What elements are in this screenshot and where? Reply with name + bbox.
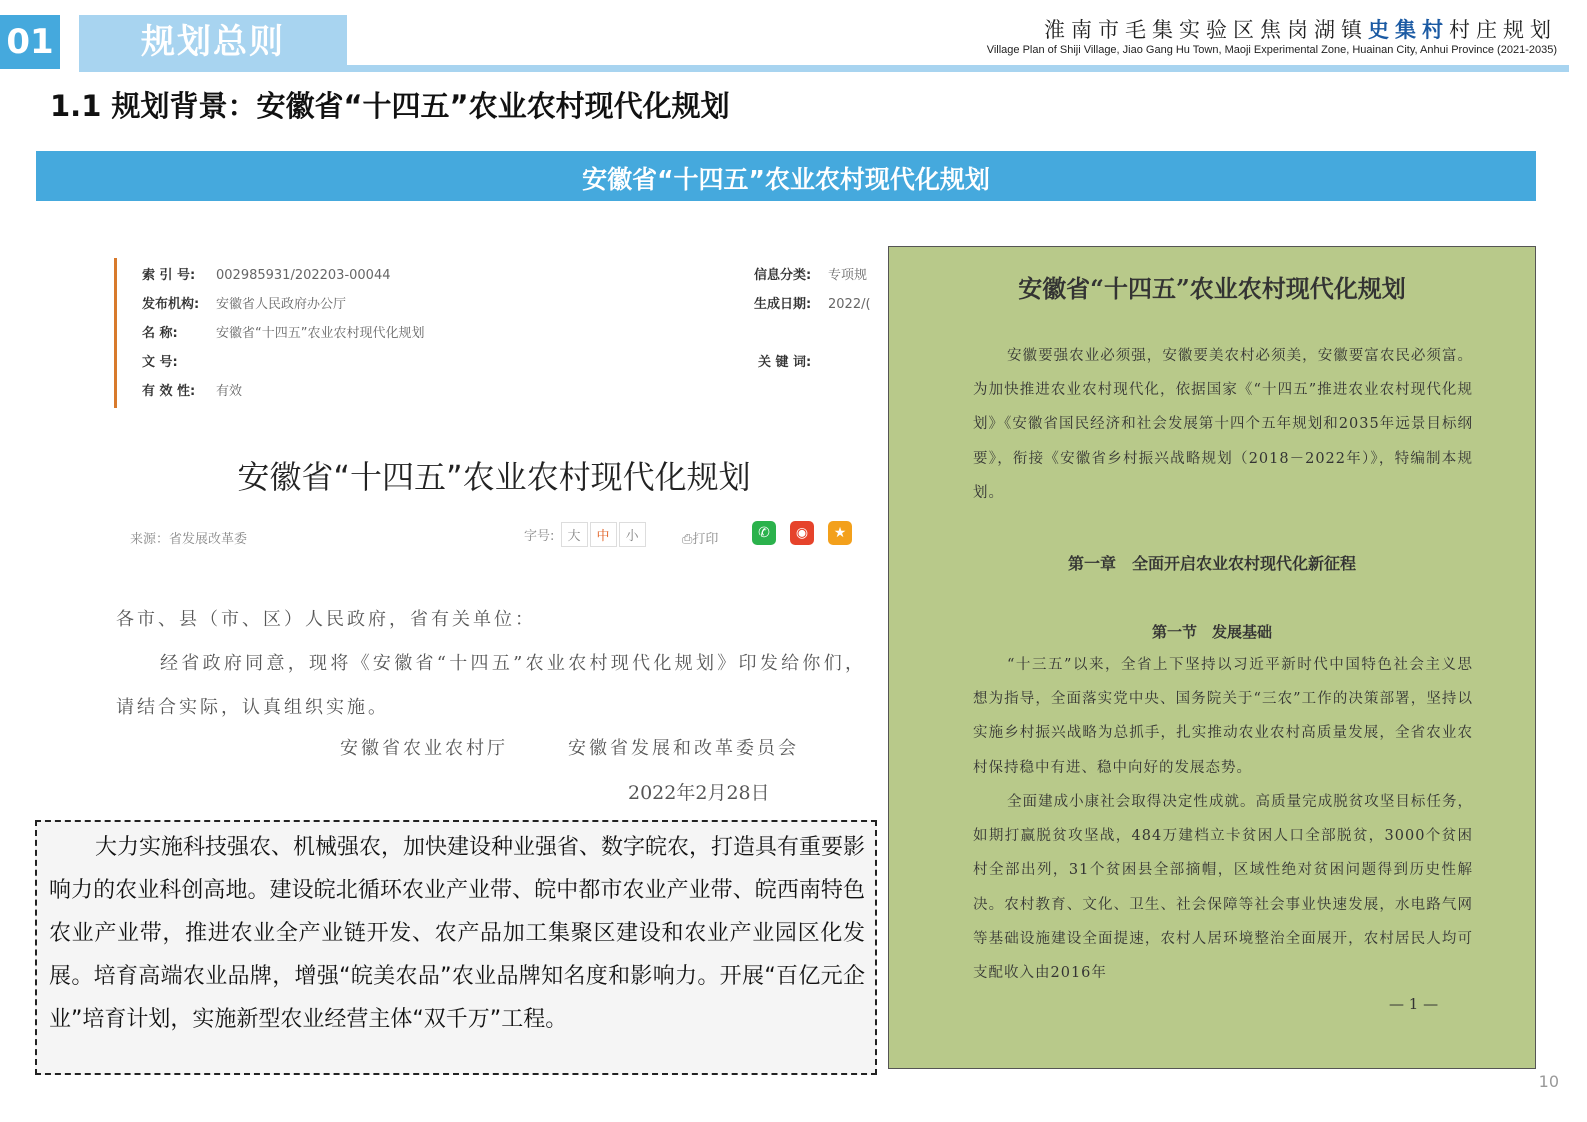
header-divider [79,65,1569,72]
meta-row [754,264,867,283]
scan-title: 安徽省“十四五”农业农村现代化规划 [1018,274,1406,303]
scan-chapter: 第一章 全面开启农业农村现代化新征程 [1067,554,1356,573]
meta-label: 生成日期: [754,297,812,312]
print-label: 打印 [692,532,719,547]
scan-intro: 安徽要强农业必须强，安徽要美农村必须美，安徽要富农民必须富。为加快推进农业农村现代化，依据国家《“十四五”推进农业农村现代化规划》《安徽省国民经济和社会发展第十四个五年规划和2035年远景目标纲要》，衔接《安徽省乡村振兴战略规划（2018－2022年）》，特编制本规划。 [973,348,1473,501]
document-title: 安徽省“十四五”农业农村现代化规划 [237,458,751,496]
meta-row [758,351,832,370]
scan-section: 第一节 发展基础 [1151,623,1272,641]
meta-accent-bar [114,258,117,408]
signer: 安徽省农业农村厅 [340,738,508,759]
project-title-suffix: 村庄规划 [1449,18,1557,42]
banner-title: 安徽省“十四五”农业农村现代化规划 [36,151,1536,201]
meta-label: 名 称: [142,326,178,341]
meta-row [142,351,216,370]
meta-value: 专项规 [828,268,868,283]
page-heading: 1.1 规划背景：安徽省“十四五”农业农村现代化规划 [50,89,730,123]
section-title: 规划总则 [79,15,347,69]
meta-label: 关 键 词: [758,355,812,370]
print-button[interactable] [682,528,718,547]
page-number: 10 [1538,1072,1559,1091]
font-size-medium[interactable]: 中 [590,522,617,547]
font-size-small[interactable]: 小 [619,522,646,547]
document-paragraph: 经省政府同意，现将《安徽省“十四五”农业农村现代化规划》印发给你们，请结合实际，认真组织实施。 [116,653,866,718]
meta-label: 索 引 号: [142,268,196,283]
meta-row [142,293,346,312]
meta-label: 有 效 性: [142,384,196,399]
meta-value: 002985931/202203-00044 [216,268,391,283]
scanned-page [888,246,1536,1069]
meta-label: 信息分类: [754,268,812,283]
document-source: 来源：省发展改革委 [130,532,248,547]
section-number: 01 [0,15,60,69]
scan-page-mark: — 1 — [1389,995,1439,1013]
document-body [116,598,866,730]
meta-value: 2022/( [828,297,871,312]
signer: 安徽省发展和改革委员会 [568,738,799,759]
font-size-large[interactable]: 大 [561,522,588,547]
scan-paragraph: 全面建成小康社会取得决定性成就。高质量完成脱贫攻坚目标任务，如期打赢脱贫攻坚战，484万建档立卡贫困人口全部脱贫，3000个贫困村全部出列，31个贫困县全部摘帽，区域性绝对贫困问题得到历史性解决。农村教育、文化、卫生、社会保障等社会事业快速发展，水电路气网等基础设施建设全面提速，农村人居环境整治全面展开，农村居民人均可支配收入由2016年 [973,794,1473,982]
font-size-label: 字号: [524,529,555,544]
project-title [1044,14,1557,44]
meta-value: 安徽省人民政府办公厅 [216,297,347,312]
weibo-icon[interactable]: ◉ [790,521,814,545]
document-screenshot [104,246,884,816]
scan-paragraph: “十三五”以来，全省上下坚持以习近平新时代中国特色社会主义思想为指导，全面落实党中央、国务院关于“三农”工作的决策部署，坚持以实施乡村振兴战略为总抓手，扎实推动农业农村高质量发展，全省农业农村保持稳中有进、稳中向好的发展态势。 [973,657,1473,776]
favorite-icon[interactable]: ★ [828,521,852,545]
document-salutation: 各市、县（市、区）人民政府，省有关单位： [116,609,536,630]
summary-box [35,820,877,1075]
project-title-prefix: 淮南市毛集实验区焦岗湖镇 [1044,18,1368,42]
document-signers [340,734,859,760]
meta-label: 发布机构: [142,297,200,312]
project-title-village: 史集村 [1368,17,1449,42]
summary-text: 大力实施科技强农、机械强农，加快建设种业强省、数字皖农，打造具有重要影响力的农业科创高地。建设皖北循环农业产业带、皖中都市农业产业带、皖西南特色农业产业带，推进农业全产业链开发、农产品加工集聚区建设和农业产业园区化发展。培育高端农业品牌，增强“皖美农品”农业品牌知名度和影响力。开展“百亿元企业”培育计划，实施新型农业经营主体“双千万”工程。 [49,835,866,1032]
meta-row [754,293,871,312]
wechat-icon[interactable]: ✆ [752,521,776,545]
printer-icon: ⎙ [682,532,693,547]
meta-value: 安徽省“十四五”农业农村现代化规划 [216,326,425,341]
document-date: 2022年2月28日 [628,782,770,804]
meta-row [142,380,242,399]
font-size-control [524,522,646,547]
project-subtitle: Village Plan of Shiji Village, Jiao Gang Hu Town, Maoji Experimental Zone, Huainan City, Anhui Province (2021-2035) [986,44,1557,56]
meta-value: 有效 [216,384,243,399]
meta-row [142,322,424,341]
meta-row [142,264,391,283]
meta-label: 文 号: [142,355,178,370]
